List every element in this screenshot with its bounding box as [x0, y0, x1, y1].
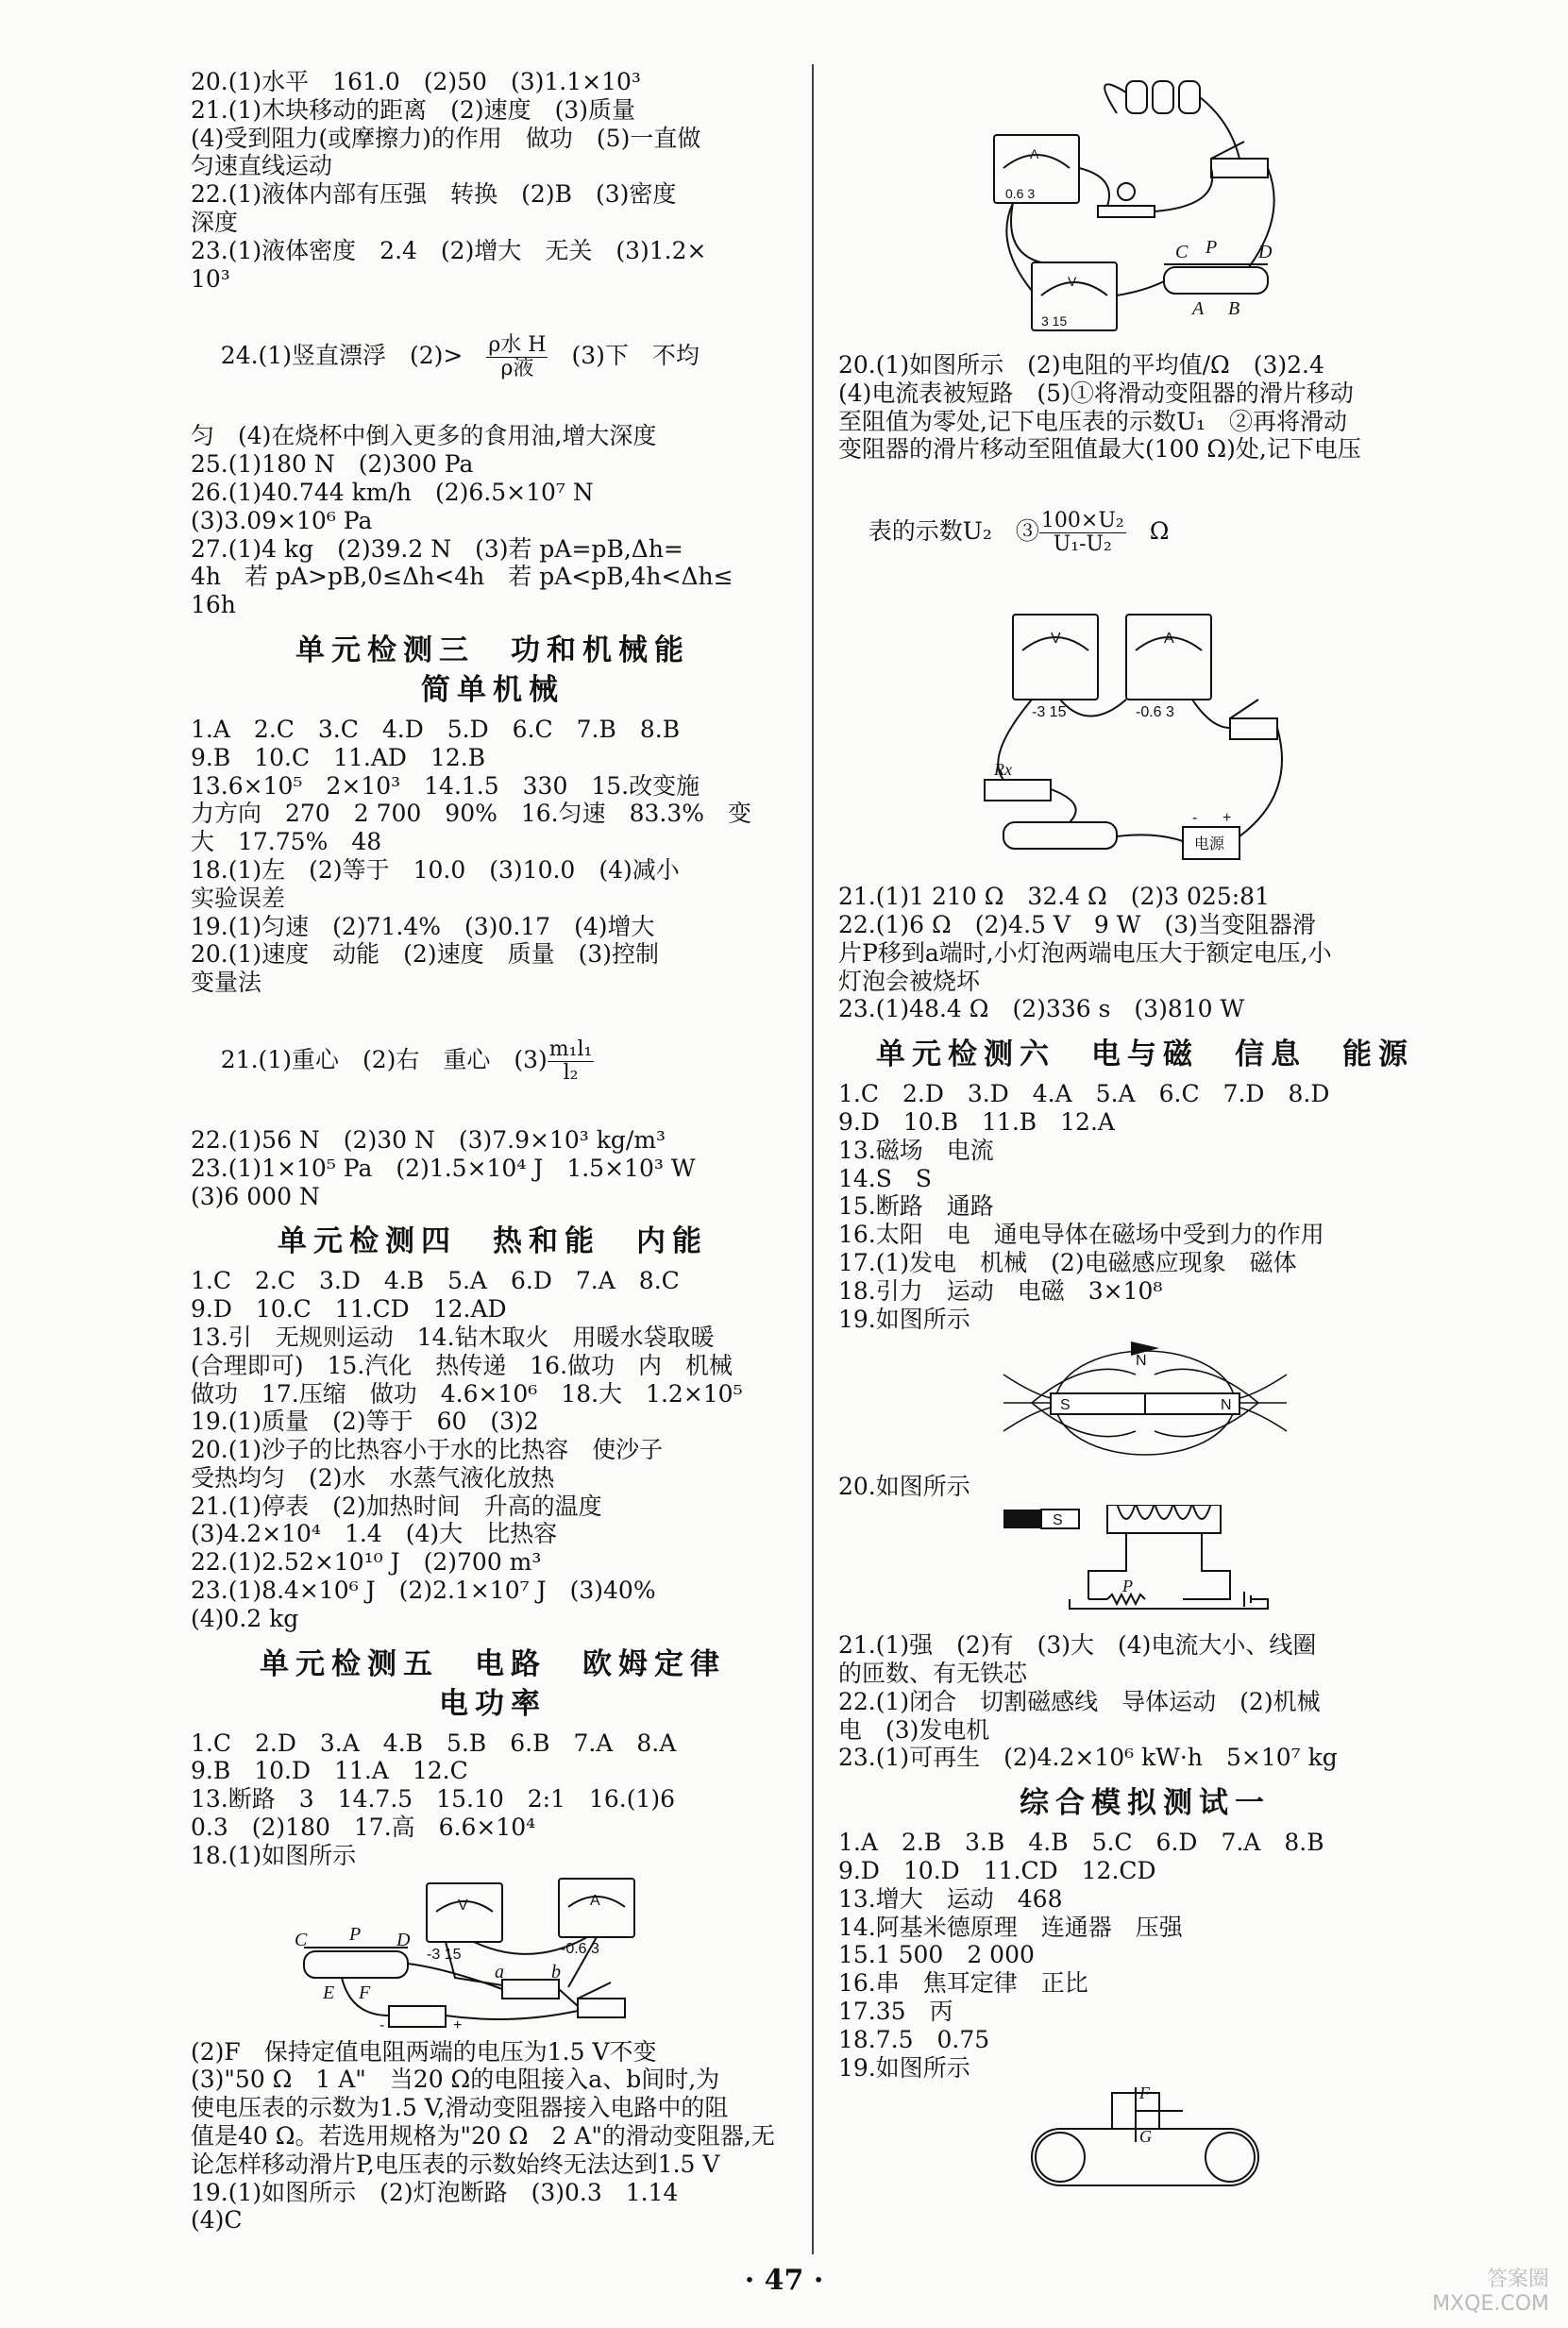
- svg-text:A: A: [1164, 631, 1174, 648]
- answer-line: 9.B 10.C 11.AD 12.B: [191, 743, 486, 771]
- page-number: · 47 ·: [744, 2264, 824, 2297]
- answer-line: 13.磁场 电流: [838, 1136, 994, 1164]
- answer-line: 21.(1)强 (2)有 (3)大 (4)电流大小、线圈: [838, 1631, 1317, 1660]
- answer-line: 25.(1)180 N (2)300 Pa: [191, 450, 474, 479]
- section-heading-unit3: 单元检测三 功和机械能 简单机械: [295, 633, 690, 707]
- answer-line: 19.(1)如图所示 (2)灯泡断路 (3)0.3 1.14: [191, 2178, 679, 2206]
- answer-line: 力方向 270 2 700 90% 16.匀速 83.3% 变: [191, 800, 752, 828]
- answer-line: (4)0.2 kg: [191, 1604, 299, 1632]
- electromagnet-diagram: [985, 1505, 1306, 1628]
- answer-line: 1.C 2.C 3.D 4.B 5.A 6.D 7.A 8.C: [191, 1267, 680, 1295]
- fraction: ρ水 H ρ液: [488, 333, 547, 381]
- answer-line: (3)"50 Ω 1 A" 当20 Ω的电阻接入a、b间时,为: [191, 2066, 720, 2094]
- answer-line: 22.(1)液体内部有压强 转换 (2)B (3)密度: [191, 180, 677, 209]
- answer-line: 26.(1)40.744 km/h (2)6.5×10⁷ N: [191, 478, 594, 506]
- answer-line: 14.S S: [838, 1164, 933, 1192]
- svg-text:E: E: [323, 1982, 335, 2003]
- svg-text:V: V: [1051, 631, 1061, 648]
- svg-text:D: D: [396, 1929, 411, 1950]
- answer-line: 1.C 2.D 3.D 4.A 5.A 6.C 7.D 8.D: [838, 1080, 1330, 1108]
- answer-line: 20.(1)水平 161.0 (2)50 (3)1.1×10³: [191, 68, 641, 95]
- answer-line: 13.引 无规则运动 14.钻木取火 用暖水袋取暖: [191, 1323, 715, 1351]
- svg-text:-3 15: -3 15: [1032, 704, 1067, 721]
- answer-line: (2)F 保持定值电阻两端的电压为1.5 V不变: [191, 2037, 657, 2066]
- answer-line: 9.D 10.D 11.CD 12.CD: [838, 1856, 1156, 1884]
- answer-line: 21.(1)停表 (2)加热时间 升高的温度: [191, 1492, 602, 1520]
- answer-line: 22.(1)56 N (2)30 N (3)7.9×10³ kg/m³: [191, 1125, 666, 1154]
- svg-text:-0.6 3: -0.6 3: [561, 1940, 599, 1957]
- answer-line-q24: 24.(1)竖直漂浮 (2)> ρ水 H ρ液 (3)下 不均: [220, 333, 700, 381]
- answer-line: 10³: [191, 264, 230, 293]
- answer-block-unit3: [191, 716, 795, 997]
- answer-line: 22.(1)2.52×10¹⁰ J (2)700 m³: [191, 1548, 542, 1577]
- svg-text:-3 15: -3 15: [427, 1946, 462, 1963]
- svg-text:C: C: [295, 1929, 308, 1950]
- answer-block-unit3-b: [191, 1126, 795, 1210]
- answer-line: 18.引力 运动 电磁 3×10⁸: [838, 1276, 1163, 1305]
- answer-line: 20.(1)沙子的比热容小于水的比热容 使沙子: [191, 1436, 664, 1464]
- answer-line: 值是40 Ω。若选用规格为"20 Ω 2 A"的滑动变阻器,无: [191, 2122, 775, 2151]
- section-heading-unit6: 单元检测六 电与磁 信息 能源: [876, 1037, 1414, 1072]
- svg-text:C: C: [1175, 242, 1189, 262]
- answer-line-q20-end: 表的示数U₂ ③ $\frac{\text{100×U₂}}{\text{U₁-U₂}}$ Ω: [868, 509, 1170, 557]
- answer-line: (3)6 000 N: [191, 1182, 320, 1210]
- answer-block-unit5-b: [191, 2038, 795, 2235]
- answer-line: 9.D 10.C 11.CD 12.AD: [191, 1295, 507, 1324]
- answer-line: 1.C 2.D 3.A 4.B 5.B 6.B 7.A 8.A: [191, 1729, 677, 1757]
- answer-line: 的匝数、有无铁芯: [838, 1659, 1028, 1687]
- svg-text:A: A: [590, 1892, 600, 1909]
- answer-line: 22.(1)6 Ω (2)4.5 V 9 W (3)当变阻器滑: [838, 910, 1316, 938]
- answer-block-unit5: [191, 1729, 795, 1870]
- answer-line: 13.6×10⁵ 2×10³ 14.1.5 330 15.改变施: [191, 771, 700, 800]
- answer-line: 4h 若 pA>pB,0≤Δh<4h 若 pA<pB,4h<Δh≤: [191, 563, 733, 591]
- answer-line: 16.串 焦耳定律 正比: [838, 1969, 1088, 1998]
- column-divider: [812, 64, 814, 2254]
- svg-text:P: P: [1122, 1577, 1133, 1596]
- section-heading-unit5: 单元检测五 电路 欧姆定律 电功率: [260, 1646, 726, 1721]
- answer-line: (4)C: [191, 2206, 243, 2235]
- answer-line: 27.(1)4 kg (2)39.2 N (3)若 pA=pB,Δh=: [191, 534, 683, 563]
- answer-line: 19.如图所示: [838, 1305, 970, 1333]
- svg-text:V: V: [1068, 274, 1077, 289]
- svg-text:+: +: [1222, 810, 1232, 827]
- answer-line: 18.(1)如图所示: [191, 1841, 357, 1869]
- answer-block-unit5-d: [838, 883, 1452, 1023]
- answer-line: (3)3.09×10⁶ Pa: [191, 506, 373, 534]
- answer-line: 使电压表的示数为1.5 V,滑动变阻器接入电路中的阻: [191, 2094, 729, 2122]
- left-column: [191, 68, 795, 2235]
- svg-text:b: b: [551, 1961, 561, 1982]
- answer-line: 20.(1)如图所示 (2)电阻的平均值/Ω (3)2.4: [838, 351, 1324, 379]
- magnet-field-diagram: [994, 1337, 1296, 1469]
- answer-line: 17.(1)发电 机械 (2)电磁感应现象 磁体: [838, 1248, 1297, 1276]
- answer-line-q20-fig: 20.如图所示: [838, 1473, 970, 1501]
- svg-text:S: S: [1053, 1512, 1063, 1529]
- answer-line: 14.阿基米德原理 连通器 压强: [838, 1913, 1183, 1941]
- svg-text:-: -: [1192, 810, 1198, 827]
- svg-text:N: N: [1221, 1397, 1232, 1414]
- answer-line: 9.D 10.B 11.B 12.A: [838, 1107, 1115, 1136]
- answer-line: 变阻器的滑片移动至阻值最大(100 Ω)处,记下电压: [838, 435, 1361, 464]
- answer-line: 22.(1)闭合 切割磁感线 导体运动 (2)机械: [838, 1687, 1321, 1715]
- answer-line: 匀 (4)在烧杯中倒入更多的食用油,增大深度: [191, 422, 657, 450]
- answer-line: 灯泡会被烧坏: [838, 967, 981, 995]
- answer-line: 9.B 10.D 11.A 12.C: [191, 1757, 468, 1785]
- answer-line: 匀速直线运动: [191, 152, 333, 180]
- svg-text:-0.6 3: -0.6 3: [1136, 704, 1174, 721]
- svg-text:A: A: [1192, 298, 1205, 319]
- svg-text:G: G: [1139, 2127, 1152, 2147]
- conveyor-force-diagram: [1022, 2085, 1268, 2189]
- answer-line: 论怎样移动滑片P,电压表的示数始终无法达到1.5 V: [191, 2150, 720, 2178]
- answer-line: 0.3 (2)180 17.高 6.6×10⁴: [191, 1813, 536, 1842]
- answer-line: 深度: [191, 208, 239, 236]
- answer-block-unit2-b: [191, 422, 795, 619]
- answer-line: 18.7.5 0.75: [838, 2025, 990, 2053]
- answer-line: 1.A 2.B 3.B 4.B 5.C 6.D 7.A 8.B: [838, 1829, 1324, 1857]
- svg-text:A: A: [1030, 146, 1039, 161]
- answer-line: 23.(1)液体密度 2.4 (2)增大 无关 (3)1.2×: [191, 236, 707, 264]
- answer-line: 做功 17.压缩 做功 4.6×10⁶ 18.大 1.2×10⁵: [191, 1379, 743, 1408]
- answer-block-mock1: [838, 1829, 1452, 2082]
- svg-text:3 15: 3 15: [1041, 313, 1068, 329]
- circuit-diagram-right-mid: [975, 605, 1315, 879]
- svg-text:0.6 3: 0.6 3: [1005, 186, 1036, 201]
- svg-text:+: +: [453, 2016, 463, 2033]
- answer-line: 23.(1)48.4 Ω (2)336 s (3)810 W: [838, 995, 1245, 1023]
- answer-line: 20.(1)速度 动能 (2)速度 质量 (3)控制: [191, 940, 659, 969]
- svg-text:Rx: Rx: [994, 760, 1012, 780]
- answer-line: 15.断路 通路: [838, 1192, 994, 1221]
- answer-line: (4)电流表被短路 (5)①将滑动变阻器的滑片移动: [838, 379, 1354, 407]
- answer-line: 21.(1)木块移动的距离 (2)速度 (3)质量: [191, 95, 635, 124]
- answer-line: 23.(1)1×10⁵ Pa (2)1.5×10⁴ J 1.5×10³ W: [191, 1154, 696, 1182]
- answer-line: 受热均匀 (2)水 水蒸气液化放热: [191, 1463, 555, 1492]
- answer-line: (合理即可) 15.汽化 热传递 16.做功 内 机械: [191, 1351, 733, 1379]
- answer-line: 大 17.75% 48: [191, 828, 382, 856]
- section-heading-mock1: 综合模拟测试一: [1020, 1786, 1271, 1821]
- answer-line: 23.(1)可再生 (2)4.2×10⁶ kW·h 5×10⁷ kg: [838, 1744, 1338, 1772]
- answer-line: 13.断路 3 14.7.5 15.10 2:1 16.(1)6: [191, 1785, 676, 1813]
- answer-line: (4)受到阻力(或摩擦力)的作用 做功 (5)一直做: [191, 124, 701, 152]
- svg-text:F: F: [359, 1982, 371, 2003]
- svg-text:V: V: [458, 1897, 468, 1914]
- circuit-diagram-left: [285, 1874, 700, 2034]
- answer-block-unit5-c: [838, 351, 1452, 464]
- answer-line: 15.1 500 2 000: [838, 1941, 1035, 1969]
- answer-line-q21: 21.(1)重心 (2)右 重心 (3) $\frac{\text{m₁l₁}}{\text{l₂}}$: [220, 1037, 593, 1085]
- answer-line: (3)4.2×10⁴ 1.4 (4)大 比热容: [191, 1520, 558, 1548]
- answer-line: 实验误差: [191, 884, 286, 912]
- answer-line: 至阻值为零处,记下电压表的示数U₁ ②再将滑动: [838, 407, 1348, 435]
- answer-line: 21.(1)1 210 Ω 32.4 Ω (2)3 025:81: [838, 883, 1270, 911]
- answer-line: 片P移到a端时,小灯泡两端电压大于额定电压,小: [838, 938, 1332, 967]
- svg-text:-: -: [379, 2016, 385, 2033]
- answer-block-unit2: [191, 68, 795, 293]
- answer-line: 19.(1)质量 (2)等于 60 (3)2: [191, 1408, 539, 1436]
- answer-line: 19.如图所示: [838, 2053, 970, 2082]
- fraction: $\frac{\text{m₁l₁}}{\text{l₂}}$: [548, 1037, 593, 1085]
- svg-text:S: S: [1060, 1397, 1071, 1414]
- svg-text:a: a: [495, 1961, 504, 1982]
- answer-block-unit4: [191, 1267, 795, 1632]
- answer-line: 16h: [191, 591, 236, 619]
- answer-line: 电 (3)发电机: [838, 1715, 990, 1744]
- svg-text:F: F: [1139, 2085, 1150, 2103]
- answer-line: 17.35 丙: [838, 1997, 953, 2025]
- svg-text:P: P: [349, 1923, 362, 1945]
- svg-text:D: D: [1258, 242, 1273, 262]
- svg-text:P: P: [1206, 237, 1218, 258]
- answer-block-unit6: [838, 1080, 1452, 1333]
- right-column: [838, 68, 1452, 2193]
- svg-text:N: N: [1136, 1353, 1147, 1370]
- svg-text:B: B: [1228, 298, 1240, 319]
- watermark: 答案圈 MXQE.COM: [1432, 2268, 1549, 2316]
- circuit-diagram-right-top: [975, 64, 1315, 347]
- answer-line: 16.太阳 电 通电导体在磁场中受到力的作用: [838, 1221, 1324, 1249]
- fraction: $\frac{\text{100×U₂}}{\text{U₁-U₂}}$: [1040, 509, 1124, 557]
- answer-line: 13.增大 运动 468: [838, 1884, 1063, 1913]
- answer-line: 23.(1)8.4×10⁶ J (2)2.1×10⁷ J (3)40%: [191, 1577, 656, 1605]
- answer-block-unit6-b: [838, 1631, 1452, 1772]
- answer-line: 1.A 2.C 3.C 4.D 5.D 6.C 7.B 8.B: [191, 715, 681, 743]
- svg-text:电源: 电源: [1194, 836, 1225, 853]
- answer-line: 变量法: [191, 969, 262, 997]
- answer-line: 18.(1)左 (2)等于 10.0 (3)10.0 (4)减小: [191, 855, 680, 884]
- answer-line: 19.(1)匀速 (2)71.4% (3)0.17 (4)增大: [191, 912, 655, 940]
- section-heading-unit4: 单元检测四 热和能 内能: [278, 1224, 708, 1259]
